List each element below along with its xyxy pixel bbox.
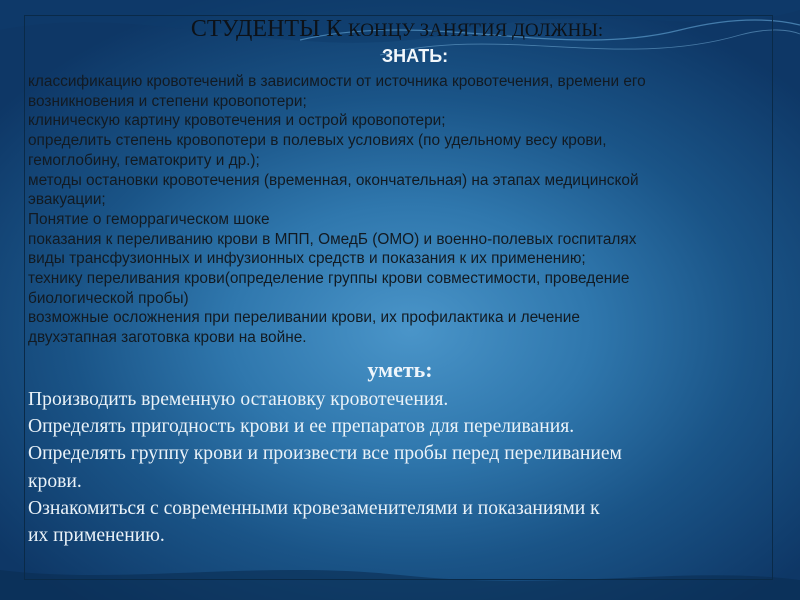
know-line: гемоглобину, гематокриту и др.); xyxy=(28,151,260,169)
know-line: методы остановки кровотечения (временная, окончательная) на этапах медицинской xyxy=(28,171,639,189)
know-line: возможные осложнения при переливании крови, их профилактика и лечение xyxy=(28,309,580,327)
can-line: Ознакомиться с современными кровезаменителями и показаниями к xyxy=(28,498,600,520)
slide-title-start: СТУДЕНТЫ К xyxy=(190,16,343,42)
know-line: двухэтапная заготовка крови на войне. xyxy=(28,329,307,347)
know-line: виды трансфузионных и инфузионных средств и показания к их применению; xyxy=(28,250,586,268)
know-line: возникновения и степени кровопотери; xyxy=(28,92,307,110)
know-line: клиническую картину кровотечения и острой кровопотери; xyxy=(28,112,446,130)
can-line: крови. xyxy=(28,470,82,492)
know-line: классификацию кровотечений в зависимости от источника кровотечения, времени его xyxy=(28,73,646,90)
can-line: Определять пригодность крови и ее препаратов для переливания. xyxy=(28,416,575,438)
know-line: определить степень кровопотери в полевых условиях (по удельному весу крови, xyxy=(28,132,607,150)
know-line: биологической пробы) xyxy=(28,289,189,307)
know-line: показания к переливанию крови в МПП, ОмедБ (ОМО) и военно-полевых госпиталях xyxy=(28,230,637,248)
slide-content xyxy=(28,16,772,550)
slide-title-end: КОНЦУ ЗАНЯТИЯ ДОЛЖНЫ: xyxy=(348,20,604,41)
know-line: технику переливания крови(определение группы крови совместимости, проведение xyxy=(28,270,630,288)
can-line: Производить временную остановку кровотечения. xyxy=(28,388,449,410)
can-heading: уметь: xyxy=(367,356,433,382)
slide-title xyxy=(22,16,772,44)
can-list xyxy=(28,386,772,550)
know-heading: ЗНАТЬ: xyxy=(381,46,449,66)
know-line: эвакуации; xyxy=(28,191,106,209)
can-line: их применению. xyxy=(28,525,165,547)
know-line: Понятие о геморрагическом шоке xyxy=(28,210,270,228)
can-line: Определять группу крови и произвести все пробы перед переливанием xyxy=(28,443,622,465)
know-list xyxy=(28,72,772,348)
